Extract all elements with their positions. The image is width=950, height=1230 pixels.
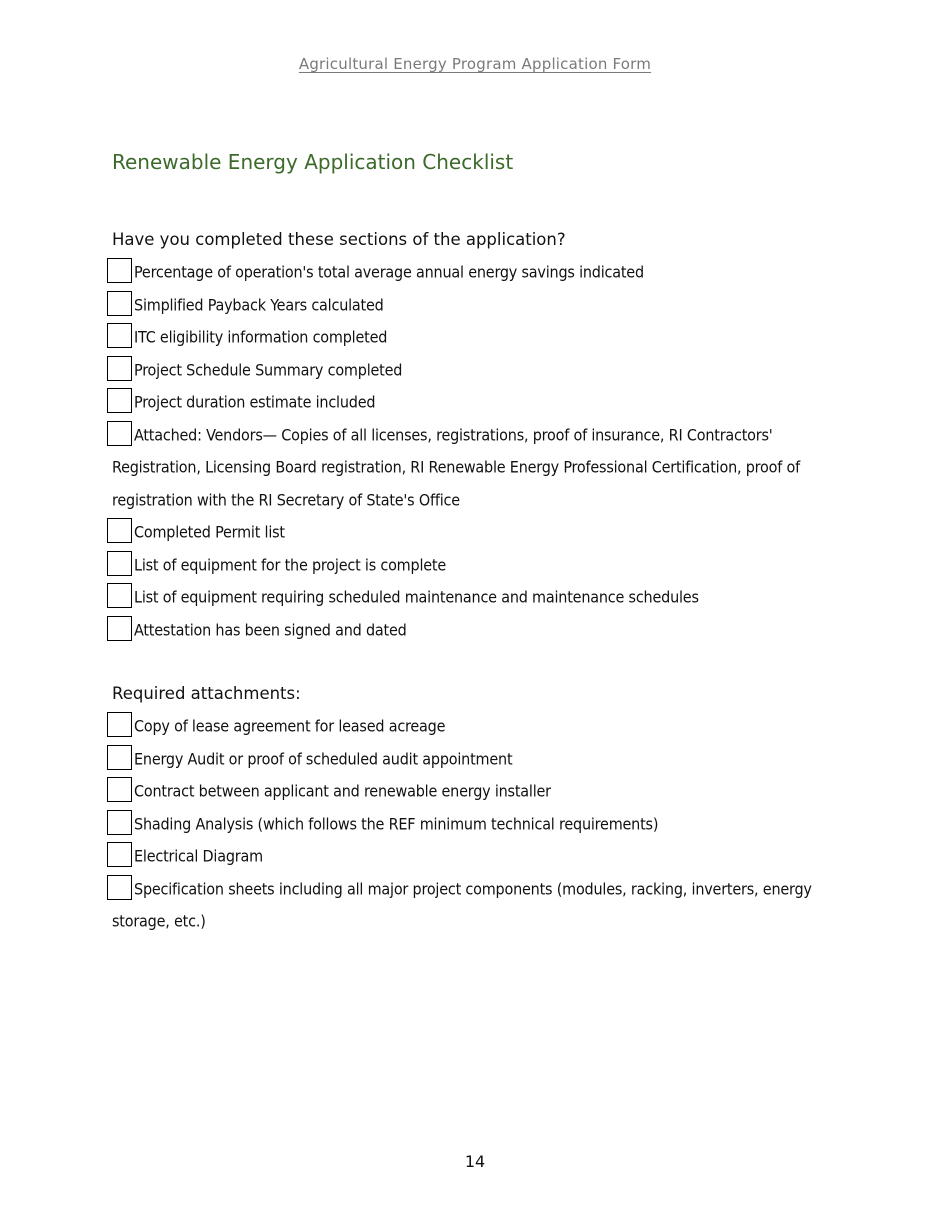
attachment-item-label: Copy of lease agreement for leased acreage: [134, 716, 446, 736]
attachment-item: [112, 743, 837, 776]
attachment-item: [112, 873, 837, 938]
checkbox[interactable]: [107, 842, 132, 867]
attachments-checklist: [112, 710, 837, 938]
checklist-item-label: List of equipment for the project is complete: [134, 555, 447, 574]
attachments-heading: Required attachments:: [112, 684, 301, 703]
checklist-item: [112, 386, 837, 419]
checklist-content: [112, 147, 837, 938]
checklist-item-label: Project Schedule Summary completed: [134, 360, 403, 379]
page-title: Renewable Energy Application Checklist: [112, 150, 514, 174]
checkbox[interactable]: [107, 810, 132, 835]
checklist-item-label: Attached: Vendors— Copies of all licenses, registrations, proof of insurance, RI Contractors' Registration, Licensing Board registration, RI Renewable Energy Professional Certification, proof of registration with the RI Secretary of State's Office: [112, 425, 800, 509]
checkbox[interactable]: [107, 258, 132, 283]
checklist-item: [112, 419, 837, 517]
attachment-item: [112, 808, 837, 841]
attachment-item-label: Energy Audit or proof of scheduled audit appointment: [134, 749, 513, 768]
checkbox[interactable]: [107, 616, 132, 641]
checklist-item: [112, 549, 837, 582]
checkbox[interactable]: [107, 323, 132, 348]
checklist-item: [112, 516, 837, 549]
checklist-item: [112, 614, 837, 647]
checklist-item-label: ITC eligibility information completed: [134, 327, 388, 347]
checklist-item: [112, 256, 837, 289]
checklist-item-label: Attestation has been signed and dated: [134, 620, 407, 639]
checkbox[interactable]: [107, 388, 132, 413]
checklist-item-label: Simplified Payback Years calculated: [134, 295, 384, 314]
running-header: Agricultural Energy Program Application Form: [298, 55, 652, 73]
checkbox[interactable]: [107, 356, 132, 381]
checklist-item-label: List of equipment requiring scheduled maintenance and maintenance schedules: [134, 587, 699, 607]
attachment-item: [112, 775, 837, 808]
section-spacer: [112, 646, 837, 678]
attachment-item: [112, 710, 837, 743]
checklist-item-label: Project duration estimate included: [134, 392, 376, 412]
checklist-item-label: Percentage of operation's total average annual energy savings indicated: [134, 262, 644, 282]
attachment-item-label: Electrical Diagram: [134, 846, 263, 866]
page-number: 14: [464, 1152, 486, 1171]
checkbox[interactable]: [107, 421, 132, 446]
checklist-item: [112, 354, 837, 387]
checklist-item: [112, 321, 837, 354]
attachment-item-label: Shading Analysis (which follows the REF minimum technical requirements): [134, 814, 659, 833]
attachment-item-label: Specification sheets including all major project components (modules, racking, inverters, energy storage, etc.): [112, 879, 812, 931]
attachment-item-label: Contract between applicant and renewable energy installer: [134, 781, 551, 801]
completion-checklist: [112, 256, 837, 646]
checkbox[interactable]: [107, 712, 132, 737]
checkbox[interactable]: [107, 777, 132, 802]
checkbox[interactable]: [107, 291, 132, 316]
checklist-question: Have you completed these sections of the application?: [112, 230, 566, 249]
checkbox[interactable]: [107, 875, 132, 900]
checklist-item: [112, 289, 837, 322]
checkbox[interactable]: [107, 745, 132, 770]
checklist-item: [112, 581, 837, 614]
checkbox[interactable]: [107, 518, 132, 543]
attachment-item: [112, 840, 837, 873]
checkbox[interactable]: [107, 583, 132, 608]
checkbox[interactable]: [107, 551, 132, 576]
checklist-item-label: Completed Permit list: [134, 522, 285, 542]
